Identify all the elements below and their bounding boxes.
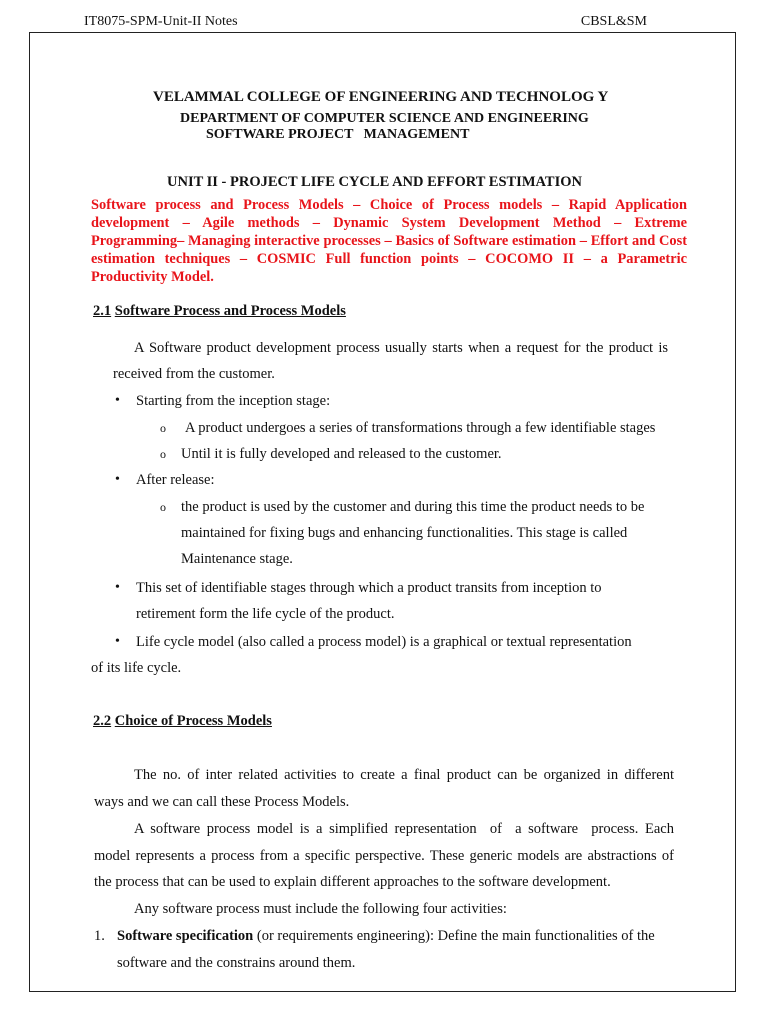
bullet-4-marker: • xyxy=(115,634,120,649)
bullet-4-line-1: Life cycle model (also called a process model) is a graphical or textual representation xyxy=(136,634,632,650)
course-name: SOFTWARE PROJECT MANAGEMENT xyxy=(206,127,470,142)
para-3: Any software process must include the following four activities: xyxy=(134,901,507,917)
bullet-2-sub-1-line-3: Maintenance stage. xyxy=(181,551,293,567)
para-2-line-3: the process that can be used to explain different approaches to the software development. xyxy=(94,874,611,890)
unit-title: UNIT II - PROJECT LIFE CYCLE AND EFFORT ESTIMATION xyxy=(167,174,582,190)
list-item-1-line-2: software and the constrains around them. xyxy=(117,955,356,971)
bullet-1-sub-1: A product undergoes a series of transformations through a few identifiable stages xyxy=(185,420,656,436)
para-2-line-1: A software process model is a simplified representation of a software process. Each xyxy=(134,821,674,837)
intro-line-2: received from the customer. xyxy=(113,366,275,382)
para-1-line-2: ways and we can call these Process Models. xyxy=(94,794,350,810)
bullet-1-sub-2: Until it is fully developed and released to the customer. xyxy=(181,446,502,462)
intro-line-1: A Software product development process usually starts when a request for the product is xyxy=(134,340,668,356)
bullet-3-marker: • xyxy=(115,580,120,595)
para-1-line-1: The no. of inter related activities to create a final product can be organized in different xyxy=(134,767,674,783)
sub-bullet-marker: o xyxy=(160,447,166,461)
section-title: Software Process and Process Models xyxy=(114,303,346,319)
para-2-line-2: model represents a process from a specific perspective. These generic models are abstractions of xyxy=(94,848,674,864)
bullet-4-line-2: of its life cycle. xyxy=(91,660,182,676)
department-name: DEPARTMENT OF COMPUTER SCIENCE AND ENGINEERING xyxy=(180,111,589,126)
bullet-2-sub-1-line-2: maintained for fixing bugs and enhancing functionalities. This stage is called xyxy=(181,525,628,541)
bullet-1-text: Starting from the inception stage: xyxy=(136,393,331,409)
college-name: VELAMMAL COLLEGE OF ENGINEERING AND TECHNOLOG Y xyxy=(153,89,609,105)
sub-bullet-marker: o xyxy=(160,500,166,514)
bullet-3-line-2: retirement form the life cycle of the product. xyxy=(136,606,395,622)
bullet-2-text: After release: xyxy=(136,472,215,488)
bullet-3-line-1: This set of identifiable stages through which a product transits from inception to xyxy=(136,580,602,596)
list-item-1-line-1 xyxy=(117,928,655,945)
header-right: CBSL&SM xyxy=(580,14,647,29)
section-title: Choice of Process Models xyxy=(114,713,272,729)
bullet-2-marker: • xyxy=(115,472,120,487)
list-item-1-number: 1. xyxy=(94,928,105,944)
bullet-1-marker: • xyxy=(115,393,120,408)
section-2-2-heading xyxy=(93,713,272,730)
header-left: IT8075-SPM-Unit-II Notes xyxy=(84,14,238,29)
list-item-1-description: (or requirements engineering): Define the main functionalities of the xyxy=(253,928,655,944)
section-number: 2.1 xyxy=(93,303,112,319)
syllabus-text: Software process and Process Models – Choice of Process models – Rapid Application development – Agile methods – Dynamic System Development Method – Extreme Programming– Managing interactive processes – Basics of Software estimation – Effort and Cost estimation techniques – COSMIC Full function points – COCOMO II – a Parametric Productivity Model. xyxy=(91,197,687,285)
bullet-2-sub-1-line-1: the product is used by the customer and during this time the product needs to be xyxy=(181,499,645,515)
sub-bullet-marker: o xyxy=(160,421,166,435)
section-number: 2.2 xyxy=(93,713,112,729)
section-2-1-heading xyxy=(93,303,346,320)
list-item-1-term: Software specification xyxy=(117,928,254,944)
